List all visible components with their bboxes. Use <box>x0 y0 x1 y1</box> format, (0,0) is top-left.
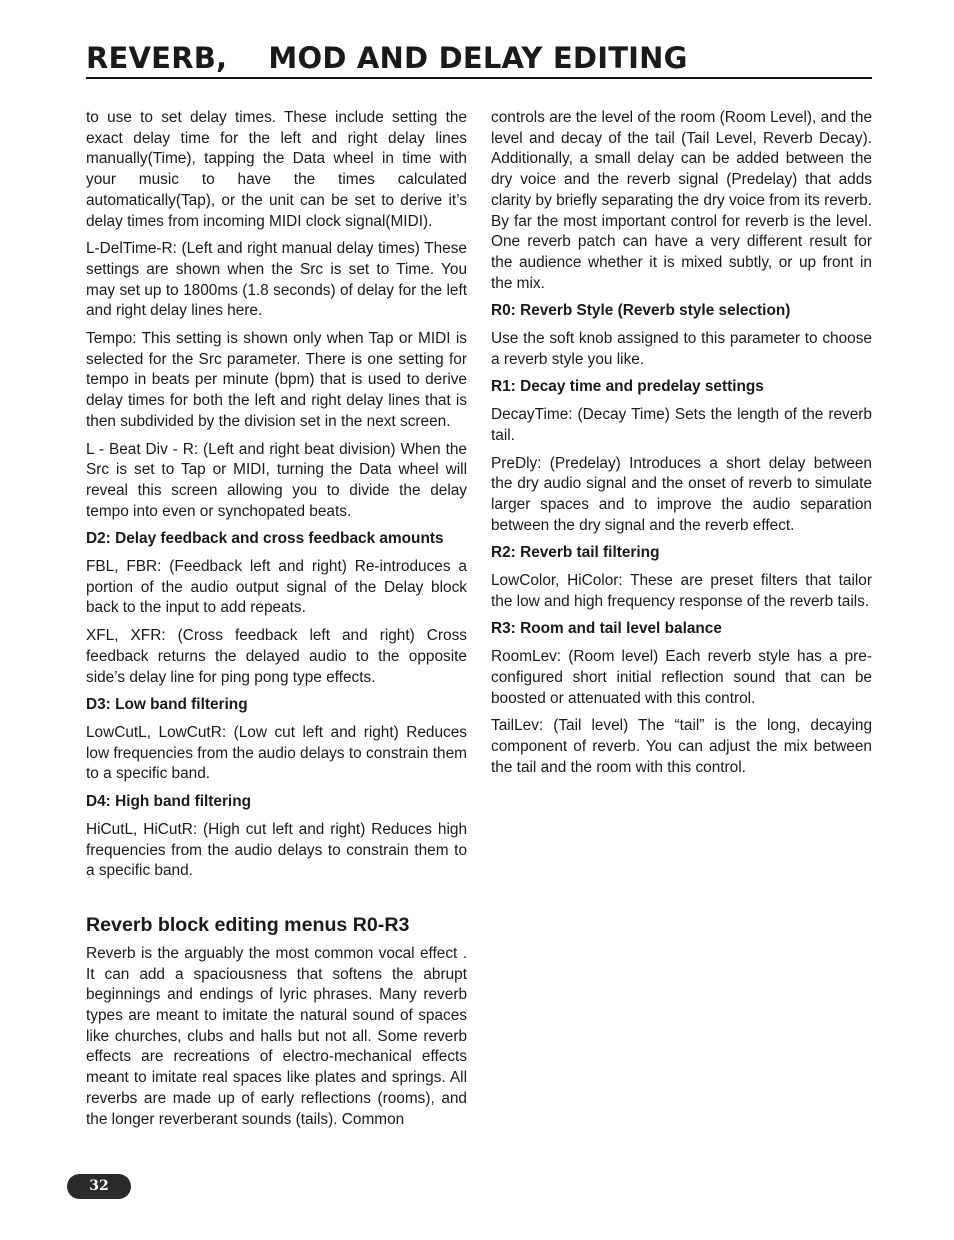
paragraph: PreDly: (Predelay) Introduces a short delay between the dry audio signal and the onset of reverb to simulate larger spaces and to improve the audio separation between the dry signal and the reverb effect. <box>491 454 872 534</box>
page-title: REVERB, MOD AND DELAY EDITING <box>86 40 872 79</box>
right-column <box>491 108 872 785</box>
subheading-d2: D2: Delay feedback and cross feedback amounts <box>86 530 444 548</box>
subheading-r3: R3: Room and tail level balance <box>491 620 722 638</box>
paragraph: to use to set delay times. These include setting the exact delay time for the left and right delay lines manually(Time), tapping the Data wheel in time with your music to have the times calculated automatically(Tap), or the unit can be set to derive it’s delay times from incoming MIDI clock signal(MIDI). <box>86 109 467 230</box>
paragraph: Use the soft knob assigned to this parameter to choose a reverb style you like. <box>491 330 872 368</box>
subheading-d3: D3: Low band filtering <box>86 696 248 714</box>
paragraph: DecayTime: (Decay Time) Sets the length of the reverb tail. <box>491 406 872 444</box>
paragraph: Tempo: This setting is shown only when Tap or MIDI is selected for the Src parameter. There is one setting for tempo in beats per minute (bpm) that is used to derive delay times for both the left and right delay lines that is then subdivided by the division set in the next screen. <box>86 330 467 430</box>
paragraph: LowColor, HiColor: These are preset filters that tailor the low and high frequency response of the reverb tails. <box>491 572 872 610</box>
paragraph: Reverb is the arguably the most common vocal effect . It can add a spaciousness that softens the abrupt beginnings and endings of lyric phrases. Many reverb types are meant to imitate the natural sound of spaces like churches, clubs and halls but not all. Some reverb effects are recreations of electro-mechanical effects meant to imitate real spaces like plates and springs. All reverbs are made up of early reflections (rooms), and the longer reverberant sounds (tails). Common <box>86 944 467 1128</box>
paragraph: RoomLev: (Room level) Each reverb style has a pre-configured short initial reflection sound that can be boosted or attenuated with this control. <box>491 648 872 707</box>
paragraph: L - Beat Div - R: (Left and right beat division) When the Src is set to Tap or MIDI, turning the Data wheel will reveal this screen allowing you to divide the delay tempo into even or synchopated beats. <box>86 440 467 520</box>
paragraph: L-DelTime-R: (Left and right manual delay times) These settings are shown when the Src is set to Time. You may set up to 1800ms (1.8 seconds) of delay for the left and right delay lines here. <box>86 240 467 320</box>
subheading-r2: R2: Reverb tail filtering <box>491 544 660 562</box>
paragraph: LowCutL, LowCutR: (Low cut left and right) Reduces low frequencies from the audio delays to constrain them to a specific band. <box>86 723 467 783</box>
subheading-r1: R1: Decay time and predelay settings <box>491 378 764 396</box>
paragraph: TailLev: (Tail level) The “tail” is the long, decaying component of reverb. You can adjust the mix between the tail and the room with this control. <box>491 717 872 776</box>
left-column <box>86 108 467 1137</box>
page-number-badge: 32 <box>67 1174 131 1199</box>
subheading-d4: D4: High band filtering <box>86 793 252 811</box>
paragraph: XFL, XFR: (Cross feedback left and right) Cross feedback returns the delayed audio to the opposite side’s delay line for ping pong type effects. <box>86 627 467 686</box>
subheading-r0: R0: Reverb Style (Reverb style selection) <box>491 302 791 320</box>
paragraph: controls are the level of the room (Room Level), and the level and decay of the tail (Tail Level, Reverb Decay). Additionally, a small delay can be added between the dry voice and the reverb signal (Predelay) that adds clarity by briefly separating the dry voice from its reverb. By far the most important control for reverb is the level. One reverb patch can have a very different result for the audience whether it is mixed subtly, or up front in the mix. <box>491 109 872 292</box>
paragraph: FBL, FBR: (Feedback left and right) Re-introduces a portion of the audio output signal of the Delay block back to the input to add repeats. <box>86 558 467 617</box>
section-heading: Reverb block editing menus R0-R3 <box>86 913 410 936</box>
paragraph: HiCutL, HiCutR: (High cut left and right) Reduces high frequencies from the audio delays to constrain them to a specific band. <box>86 820 467 880</box>
